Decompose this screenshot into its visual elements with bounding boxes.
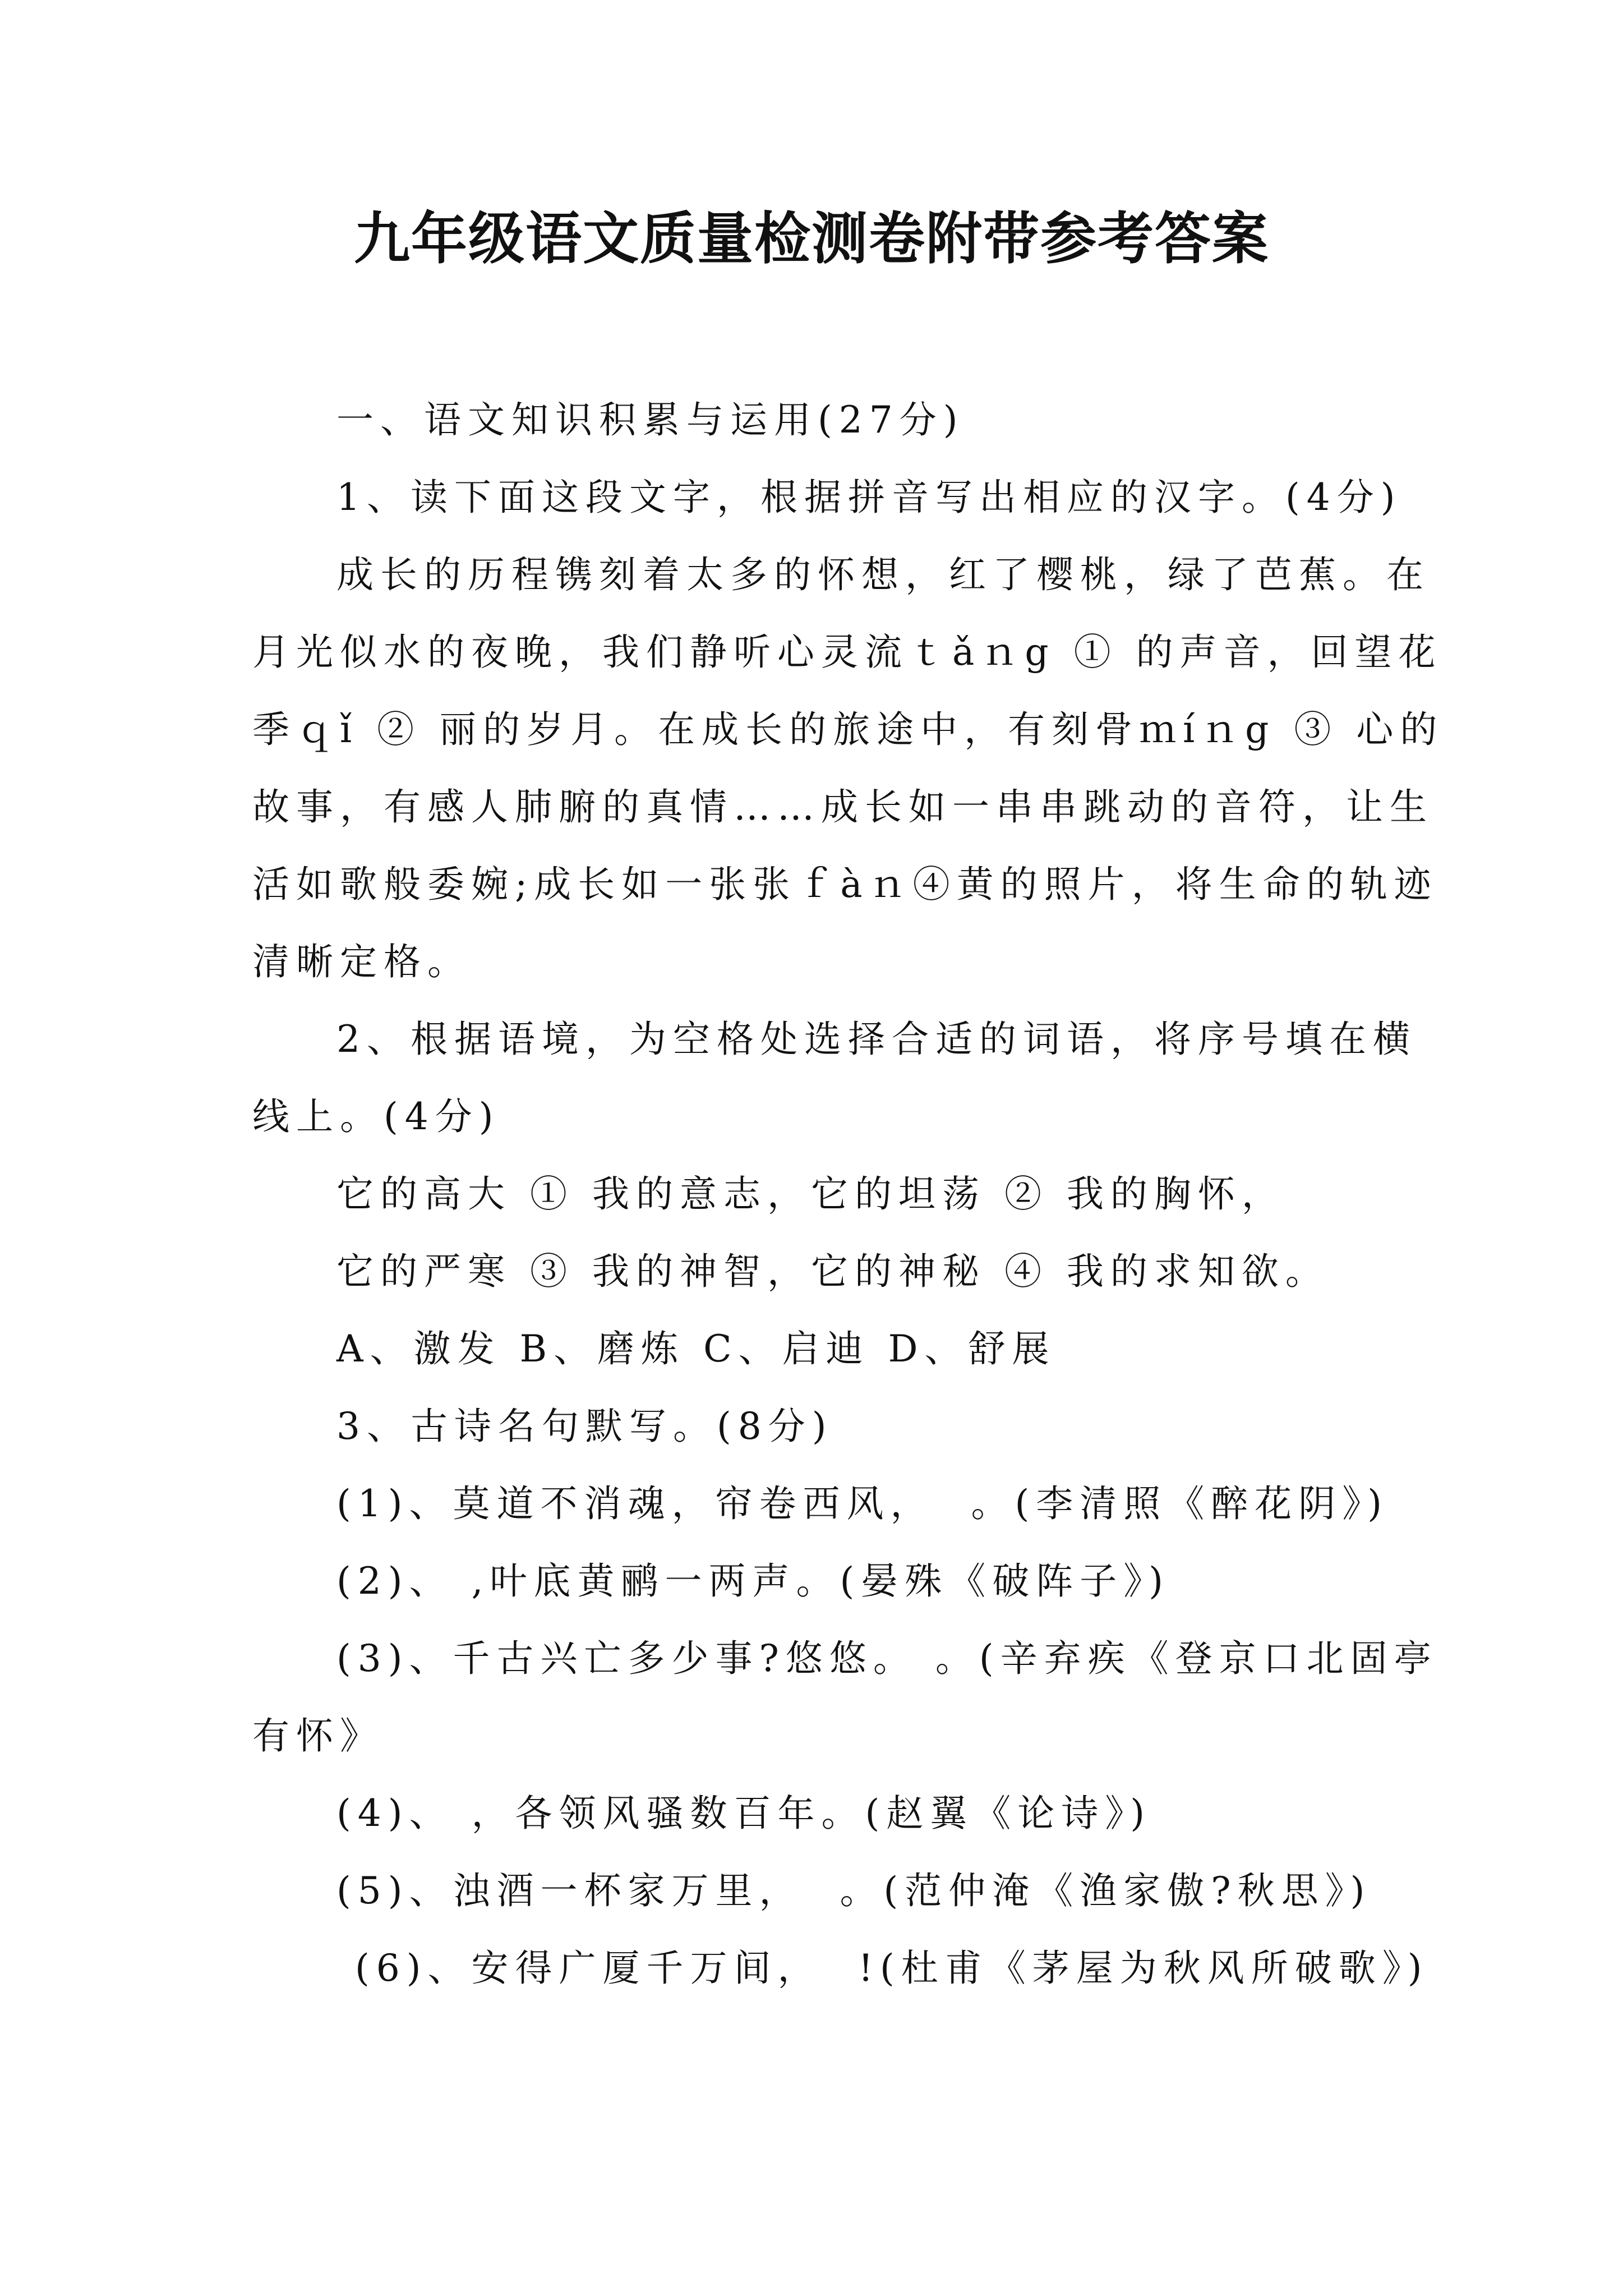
question-1-prompt: 1、读下面这段文字，根据拼音写出相应的汉字。(4分) bbox=[336, 476, 1402, 519]
question-2-line-2: 它的严寒 ③ 我的神智，它的神秘 ④ 我的求知欲。 bbox=[336, 1250, 1329, 1293]
poem-item-4: (4)、 ，各领风骚数百年。(赵翼《论诗》) bbox=[336, 1792, 1151, 1835]
document-body bbox=[252, 381, 1447, 2007]
question-3-prompt: 3、古诗名句默写。(8分) bbox=[336, 1405, 833, 1448]
section-heading: 一、语文知识积累与运用(27分) bbox=[336, 398, 965, 441]
question-2-prompt: 2、根据语境，为空格处选择合适的词语，将序号填在横线上。(4分) bbox=[252, 1018, 1417, 1138]
poem-item-6: (6)、安得广厦千万间， !(杜甫《茅屋为秋风所破歌》) bbox=[336, 1947, 1429, 1990]
poem-item-1: (1)、莫道不消魂，帘卷西风， 。(李清照《醉花阴》) bbox=[336, 1482, 1389, 1525]
poem-item-2: (2)、 ,叶底黄鹂一两声。(晏殊《破阵子》) bbox=[336, 1559, 1170, 1603]
poem-item-5: (5)、浊酒一杯家万里， 。(范仲淹《渔家傲?秋思》) bbox=[336, 1869, 1372, 1912]
question-1-passage: 成长的历程镌刻着太多的怀想，红了樱桃，绿了芭蕉。在月光似水的夜晚，我们静听心灵流ｔǎｎg ① 的声音，回望花季ｑǐ ② 丽的岁月。在成长的旅途中，有刻骨ｍíｎg ③ 心的故事，有感人肺腑的真情……成长如一串串跳动的音符，让生活如歌般委婉;成长如一张张ｆàｎ④黄的照片，将生命的轨迹清晰定格。 bbox=[252, 553, 1444, 983]
poem-item-3: (3)、千古兴亡多少事?悠悠。 。(辛弃疾《登京口北固亭有怀》 bbox=[252, 1637, 1438, 1757]
document-title: 九年级语文质量检测卷附带参考答案 bbox=[354, 205, 1269, 272]
question-2-options: A、激发 B、磨炼 C、启迪 D、舒展 bbox=[336, 1327, 1056, 1370]
question-2-line-1: 它的高大 ① 我的意志，它的坦荡 ② 我的胸怀， bbox=[336, 1172, 1285, 1216]
